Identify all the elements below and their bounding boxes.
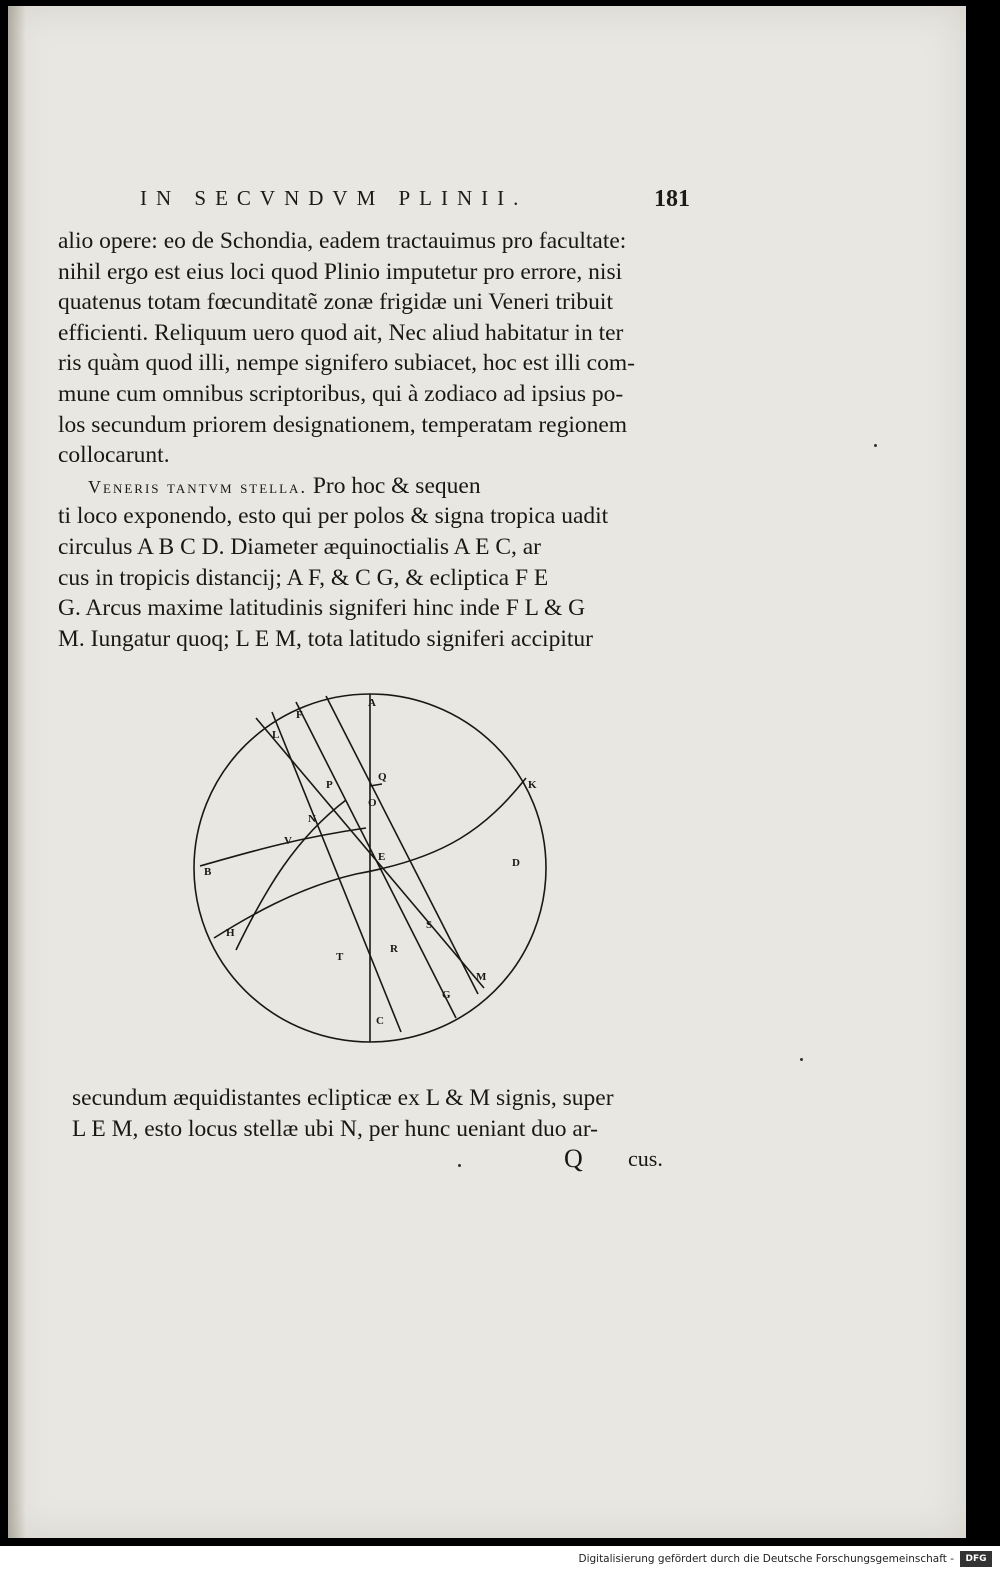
label-a: A — [368, 697, 376, 709]
label-m: M — [476, 971, 487, 983]
catchword-row — [72, 1144, 692, 1176]
funding-credit: Digitalisierung gefördert durch die Deutsche Forschungsgemeinschaft - — [578, 1553, 954, 1565]
parallel-1 — [326, 696, 478, 994]
geometric-diagram — [186, 688, 556, 1048]
text-line: ti loco exponendo, esto qui per polos & signa tropica uadit — [58, 503, 609, 530]
paper-speck — [458, 1164, 461, 1167]
text-line: ris quàm quod illi, nempe signifero subiacet, hoc est illi com- — [58, 350, 635, 377]
label-p: P — [326, 779, 333, 791]
label-q: Q — [378, 771, 387, 783]
lemma-continuation: Pro hoc & sequen — [306, 472, 481, 499]
label-t: T — [336, 951, 344, 963]
text-line: L E M, esto locus stellæ ubi N, per hunc ueniant duo ar- — [72, 1115, 598, 1142]
label-e: E — [378, 851, 386, 863]
label-c: C — [376, 1015, 384, 1027]
label-v: V — [284, 835, 292, 847]
text-line: nihil ergo est eius loci quod Plinio imputetur pro errore, nisi — [58, 258, 623, 285]
main-text-bottom — [72, 1083, 692, 1176]
label-f: F — [296, 709, 303, 721]
text-line: quatenus totam fœcunditatẽ zonæ frigidæ uni Veneri tribuit — [58, 289, 613, 316]
label-l: L — [272, 729, 280, 741]
label-k: K — [528, 779, 537, 791]
text-line: alio opere: eo de Schondia, eadem tractauimus pro facultate: — [58, 228, 627, 254]
text-line: cus in tropicis distancij; A F, & C G, & ecliptica F E — [58, 564, 549, 591]
label-o: O — [368, 797, 377, 809]
label-g: G — [442, 989, 451, 1001]
label-b: B — [204, 866, 212, 878]
main-text-top — [58, 226, 683, 654]
text-line: G. Arcus maxime latitudinis signiferi hinc inde F L & G — [58, 595, 586, 622]
text-line: mune cum omnibus scriptoribus, qui à zodiaco ad ipsius po- — [58, 380, 624, 407]
label-n: N — [308, 813, 316, 825]
running-head: IN SECVNDVM PLINII. — [140, 186, 528, 210]
text-line: los secundum priorem designationem, temperatam regionem — [58, 411, 628, 438]
folio-number: 181 — [654, 186, 690, 212]
paragraph-lead-line — [58, 471, 683, 502]
text-line: collocarunt. — [58, 442, 170, 469]
scan-edge-strip — [966, 0, 1000, 1540]
text-line: circulus A B C D. Diameter æquinoctialis A E C, ar — [58, 533, 542, 560]
label-d: D — [512, 857, 520, 869]
paper-speck — [800, 1058, 803, 1061]
catchword: cus. — [628, 1146, 663, 1172]
text-line: secundum æquidistantes eclipticæ ex L & M signis, super — [72, 1085, 614, 1111]
label-h: H — [226, 927, 235, 939]
diagram-svg — [186, 688, 556, 1048]
arc-b — [200, 828, 366, 866]
label-r: R — [390, 943, 398, 955]
arc-v — [236, 800, 346, 950]
label-s: S — [426, 919, 433, 931]
dfg-logo-badge: DFG — [960, 1551, 992, 1567]
paper-speck — [874, 444, 877, 447]
text-line: M. Iungatur quoq; L E M, tota latitudo signiferi accipitur — [58, 625, 593, 652]
text-line: efficienti. Reliquum uero quod ait, Nec aliud habitatur in ter — [58, 319, 624, 346]
lemma-small-caps: Veneris tantvm stella. — [88, 476, 307, 497]
signature-mark: Q — [564, 1144, 583, 1174]
